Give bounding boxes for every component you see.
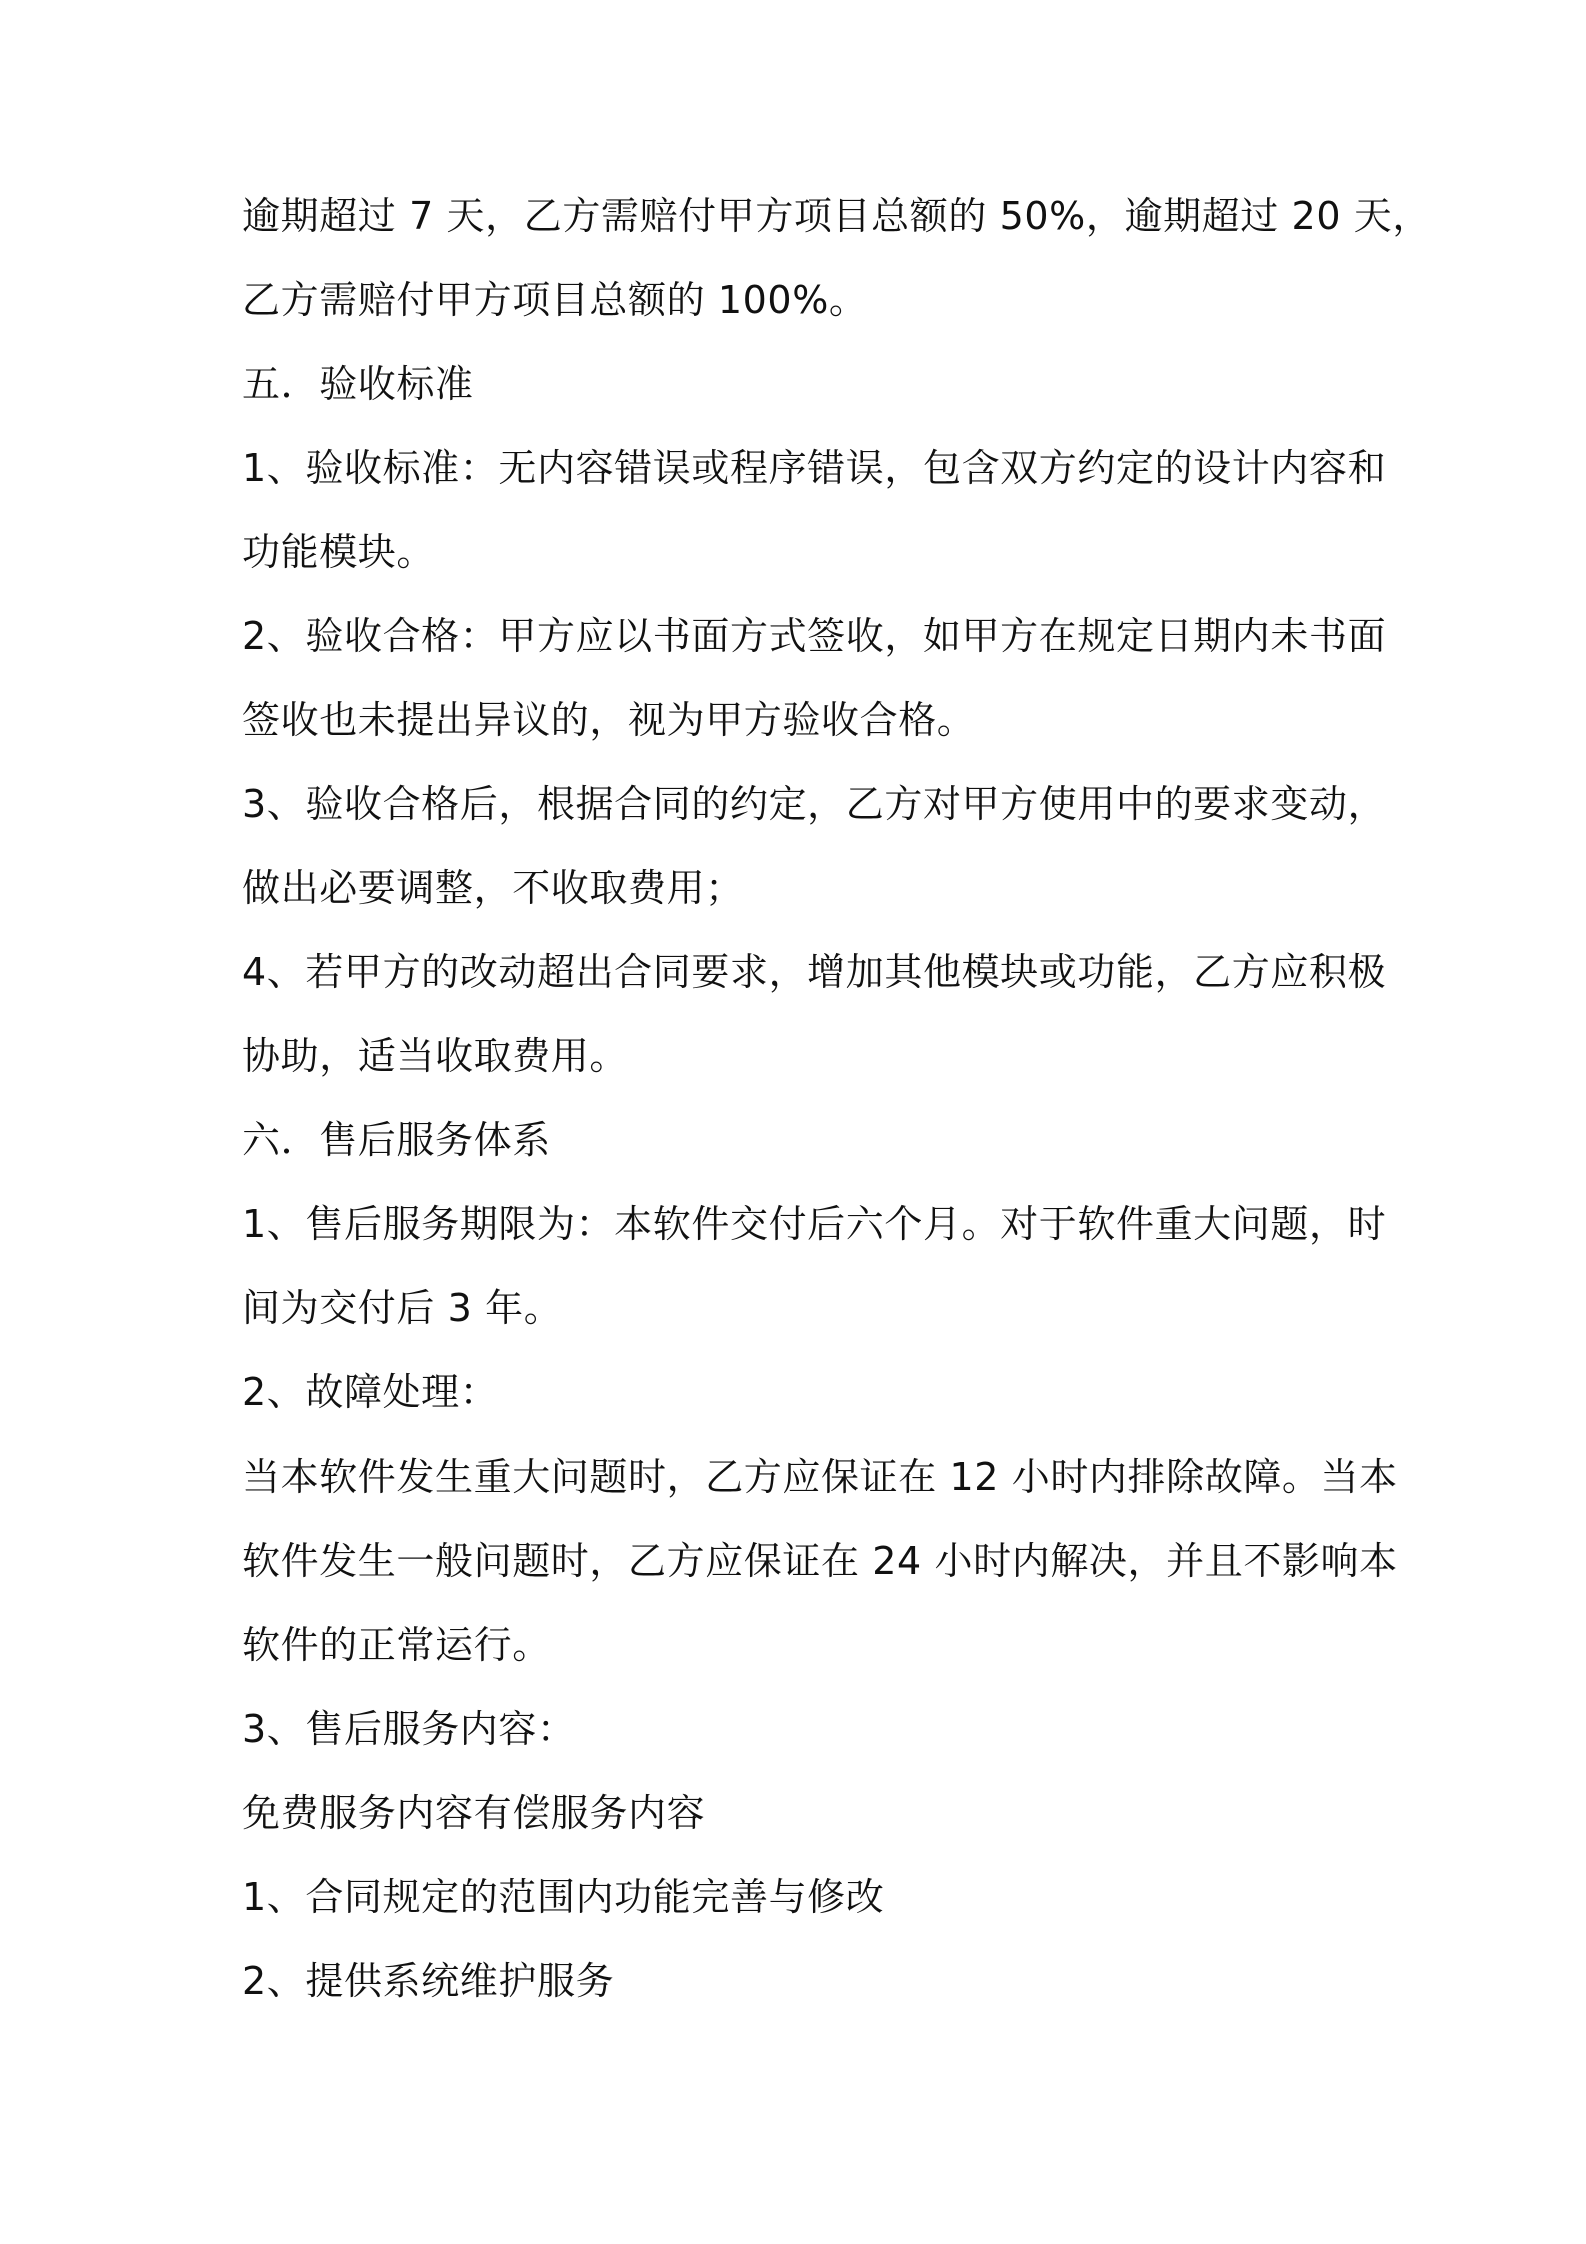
text-line: 4、若甲方的改动超出合同要求，增加其他模块或功能，乙方应积极 — [242, 950, 1387, 994]
text-line: 间为交付后 3 年。 — [242, 1286, 563, 1330]
text-line: 2、验收合格：甲方应以书面方式签收，如甲方在规定日期内未书面 — [242, 614, 1387, 658]
text-line: 3、验收合格后，根据合同的约定，乙方对甲方使用中的要求变动， — [242, 782, 1387, 826]
text-line: 当本软件发生重大问题时，乙方应保证在 12 小时内排除故障。当本 — [242, 1455, 1398, 1499]
text-line: 免费服务内容有偿服务内容 — [242, 1791, 706, 1835]
text-line: 乙方需赔付甲方项目总额的 100%。 — [242, 278, 868, 322]
text-line: 签收也未提出异议的，视为甲方验收合格。 — [242, 698, 976, 742]
list-item: 2、提供系统维护服务 — [242, 1959, 615, 2003]
text-line: 1、售后服务期限为：本软件交付后六个月。对于软件重大问题，时 — [242, 1202, 1387, 1246]
section-heading: 六．售后服务体系 — [242, 1118, 551, 1162]
text-line: 2、故障处理： — [242, 1370, 499, 1414]
text-line: 做出必要调整，不收取费用； — [242, 866, 744, 910]
text-line: 3、售后服务内容： — [242, 1707, 576, 1751]
text-line: 软件发生一般问题时，乙方应保证在 24 小时内解决，并且不影响本 — [242, 1539, 1398, 1583]
text-line: 1、验收标准：无内容错误或程序错误，包含双方约定的设计内容和 — [242, 446, 1387, 490]
document-body — [242, 194, 1431, 2003]
list-item: 1、合同规定的范围内功能完善与修改 — [242, 1875, 885, 1919]
text-line: 协助，适当收取费用。 — [242, 1034, 629, 1078]
text-line: 软件的正常运行。 — [242, 1623, 551, 1667]
text-line: 功能模块。 — [242, 530, 436, 574]
text-line: 逾期超过 7 天，乙方需赔付甲方项目总额的 50%，逾期超过 20 天， — [242, 194, 1431, 238]
section-heading: 五．验收标准 — [242, 362, 474, 406]
